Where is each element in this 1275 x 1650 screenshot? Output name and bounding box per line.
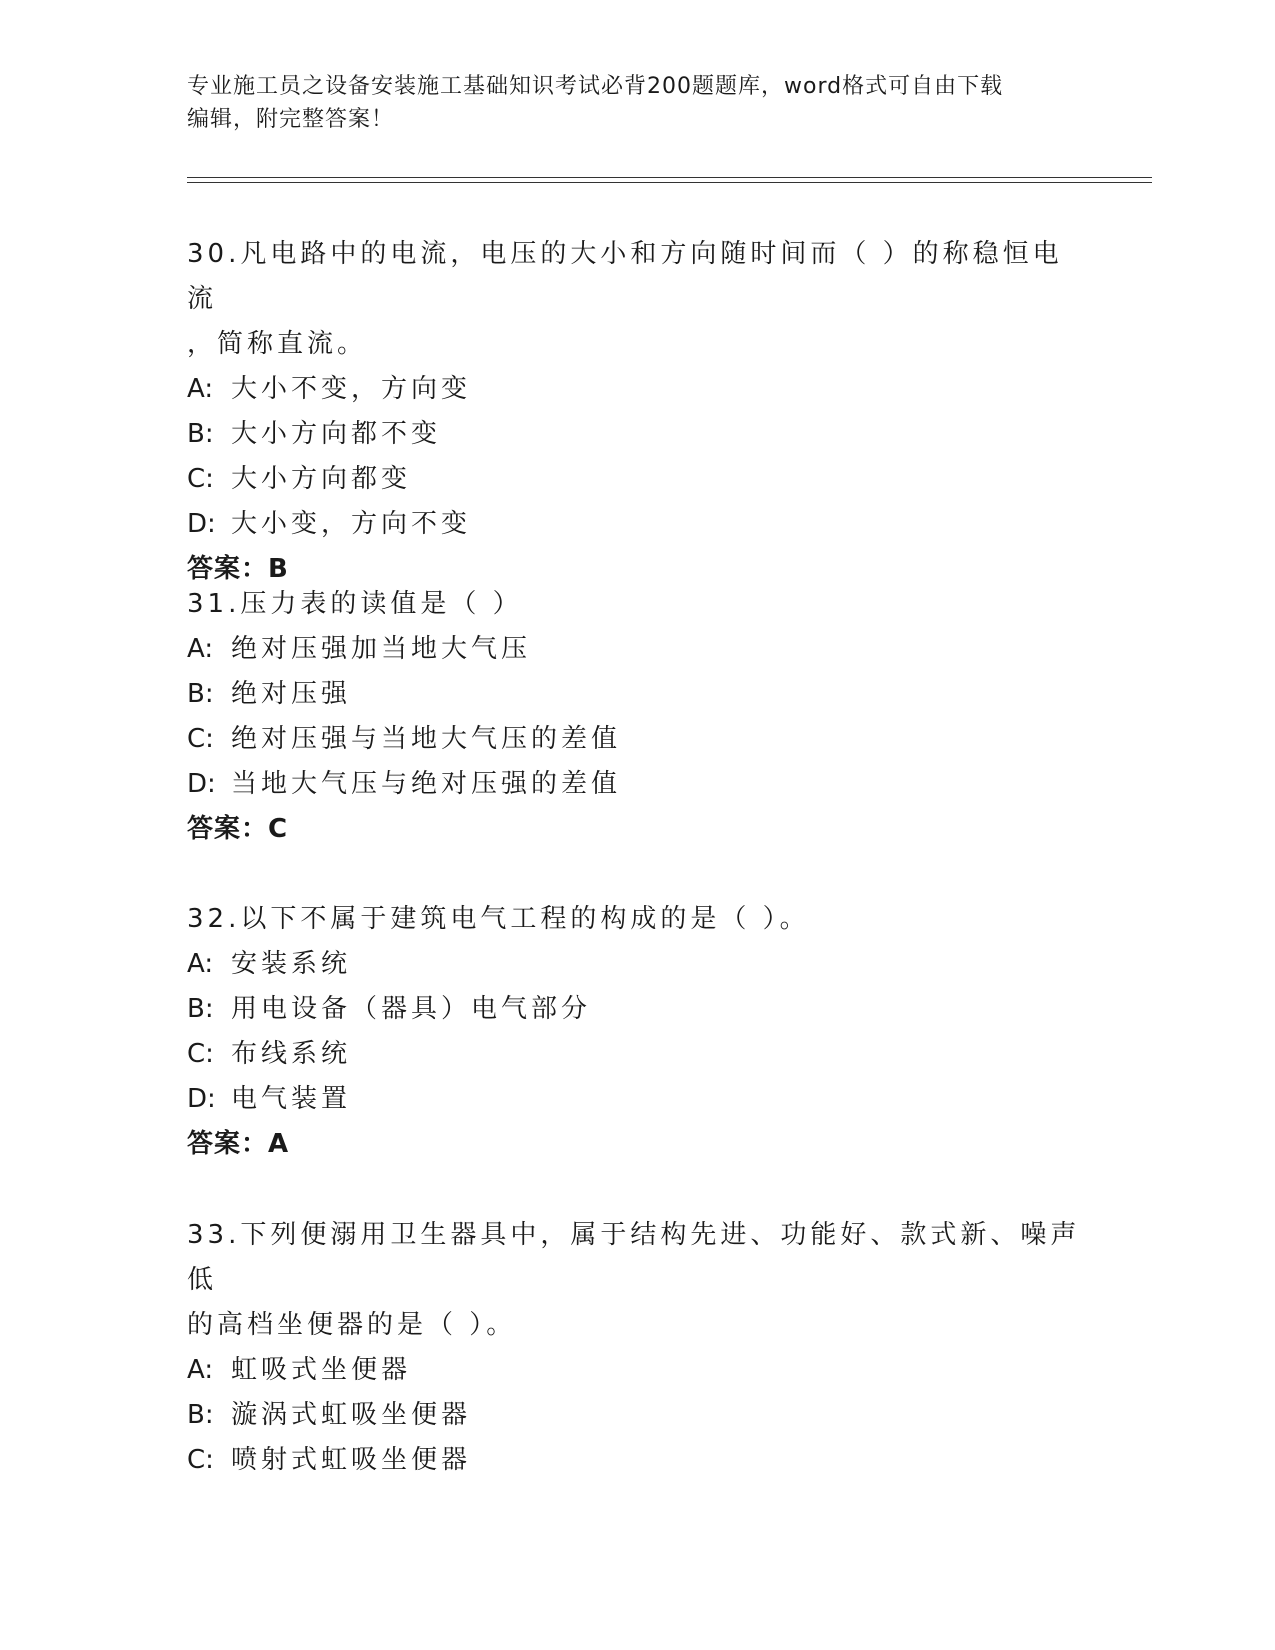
option-b: B: 大小方向都不变 [187, 419, 442, 449]
answer-line: 答案：B [187, 554, 289, 584]
question-33 [187, 1213, 1087, 1483]
option-c: C: 绝对压强与当地大气压的差值 [187, 724, 622, 754]
stem-line: 的高档坐便器的是（ ）。 [187, 1310, 517, 1340]
option-c: C: 大小方向都变 [187, 464, 412, 494]
option-d: D: 当地大气压与绝对压强的差值 [187, 769, 622, 799]
question-stem [187, 1213, 1087, 1348]
option-b: B: 用电设备（器具）电气部分 [187, 994, 592, 1024]
question-stem [187, 897, 1087, 942]
option-d: D: 大小变，方向不变 [187, 509, 472, 539]
option-b: B: 绝对压强 [187, 679, 352, 709]
question-stem [187, 582, 1087, 627]
header-rule-bottom [187, 182, 1152, 183]
stem-line: 33.下列便溺用卫生器具中，属于结构先进、功能好、款式新、噪声低 [187, 1220, 1081, 1295]
option-d: D: 电气装置 [187, 1084, 352, 1114]
option-a: A: 大小不变，方向变 [187, 374, 472, 404]
stem-line: 30.凡电路中的电流，电压的大小和方向随时间而（ ）的称稳恒电流 [187, 239, 1063, 314]
question-stem [187, 232, 1087, 367]
stem-line: 32.以下不属于建筑电气工程的构成的是（ ）。 [187, 904, 810, 934]
document-header [187, 70, 1087, 136]
stem-line: 31.压力表的读值是（ ） [187, 589, 523, 619]
answer-line: 答案：C [187, 814, 289, 844]
stem-line: ，简称直流。 [187, 329, 368, 359]
answer-line: 答案：A [187, 1129, 290, 1159]
option-a: A: 安装系统 [187, 949, 352, 979]
header-rule-top [187, 177, 1152, 178]
question-31 [187, 582, 1087, 852]
header-line-1: 专业施工员之设备安装施工基础知识考试必背200题题库，word格式可自由下载 [187, 74, 1004, 99]
question-32 [187, 897, 1087, 1167]
option-b: B: 漩涡式虹吸坐便器 [187, 1400, 472, 1430]
option-c: C: 喷射式虹吸坐便器 [187, 1445, 472, 1475]
option-c: C: 布线系统 [187, 1039, 352, 1069]
header-line-2: 编辑，附完整答案！ [187, 107, 395, 132]
option-a: A: 绝对压强加当地大气压 [187, 634, 532, 664]
question-30 [187, 232, 1087, 592]
option-a: A: 虹吸式坐便器 [187, 1355, 412, 1385]
